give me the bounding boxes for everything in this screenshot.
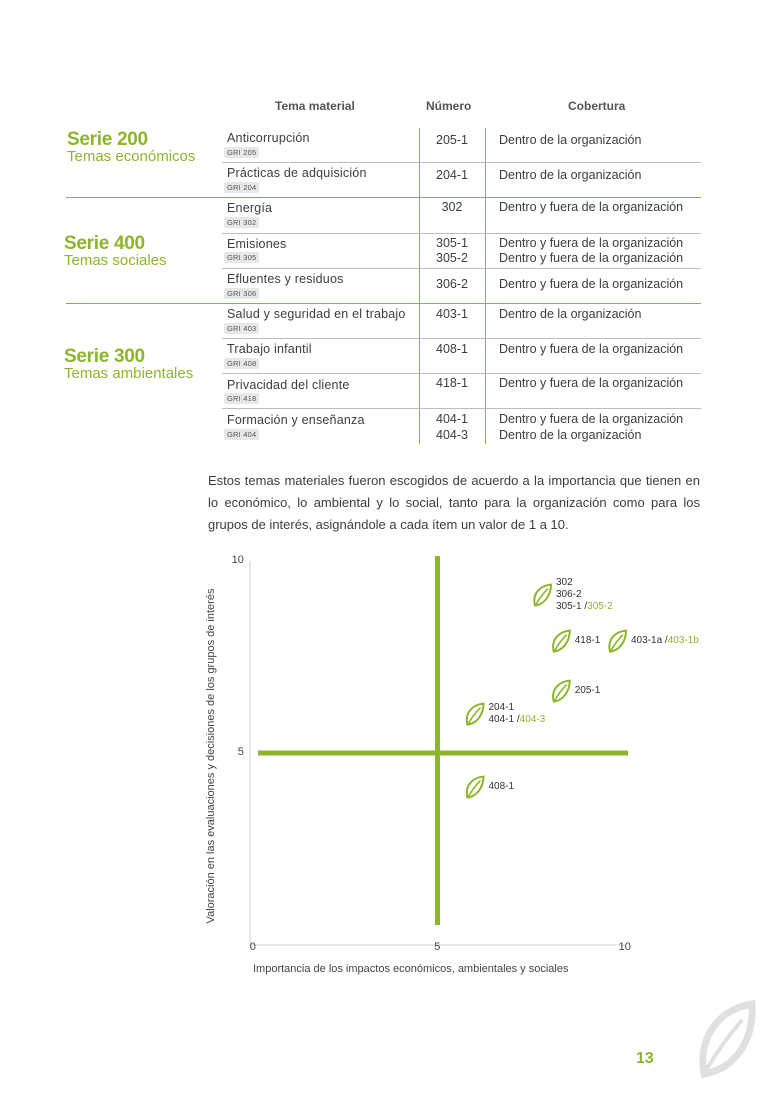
table-row-number-2: 305-2 — [436, 251, 468, 265]
leaf-icon — [553, 681, 570, 702]
header-topic: Tema material — [275, 99, 355, 113]
y-axis-label: Valoración en las evaluaciones y decisiones de los grupos de interés — [205, 588, 217, 924]
table-row-topic: Prácticas de adquisición — [227, 166, 367, 180]
gri-badge: GRI 403 — [224, 323, 259, 334]
gri-badge: GRI 305 — [224, 252, 259, 263]
table-row-topic: Formación y enseñanza — [227, 413, 365, 427]
point-label-alt: 404-3 — [519, 713, 546, 725]
x-tick-label: 10 — [618, 941, 631, 953]
table-row-coverage: Dentro y fuera de la organización — [499, 277, 684, 291]
series-400-title: Serie 400 — [64, 233, 145, 254]
table-row-topic: Salud y seguridad en el trabajo — [227, 307, 406, 321]
leaf-icon — [467, 777, 484, 798]
leaf-icon — [534, 585, 551, 606]
intro-paragraph-text: Estos temas materiales fueron escogidos de acuerdo a la importancia que tienen en lo económico, lo ambiental y lo social, tanto para la organización como para los grupos de interés, asignándole a cada ítem un valor de 1 a 10. — [208, 473, 700, 532]
table-row-coverage: Dentro de la organización — [499, 133, 642, 147]
gri-badge: GRI 404 — [224, 429, 259, 440]
point-label: 408-1 — [488, 780, 515, 792]
gri-badge: GRI 205 — [224, 147, 259, 158]
table-row-coverage-2: Dentro de la organización — [499, 428, 642, 442]
table-row-coverage: Dentro de la organización — [499, 168, 642, 182]
x-axis-label: Importancia de los impactos económicos, ambientales y sociales — [253, 963, 569, 975]
table-row-topic: Trabajo infantil — [227, 342, 312, 356]
series-300-subtitle: Temas ambientales — [64, 365, 194, 382]
table-row-topic: Anticorrupción — [227, 131, 310, 145]
header-number: Número — [426, 99, 472, 113]
series-200-title: Serie 200 — [67, 129, 148, 150]
point-label-alt: 305-2 — [587, 600, 613, 612]
point-label: 418-1 — [574, 634, 601, 646]
table-row-coverage: Dentro y fuera de la organización — [499, 376, 684, 390]
y-tick-label: 10 — [231, 554, 244, 566]
series-400-subtitle: Temas sociales — [64, 252, 167, 269]
table-row-topic: Emisiones — [227, 237, 287, 251]
series-200-subtitle: Temas económicos — [67, 148, 196, 165]
leaf-icon — [553, 631, 570, 652]
point-label: 302 — [556, 576, 573, 588]
table-row-coverage: Dentro y fuera de la organización — [499, 412, 684, 426]
gri-badge: GRI 302 — [224, 217, 259, 228]
table-row-topic: Energía — [227, 201, 273, 215]
table-row-coverage: Dentro y fuera de la organización — [499, 342, 684, 356]
table-row-number-2: 404-3 — [436, 428, 468, 442]
gri-badge: GRI 306 — [224, 288, 259, 299]
table-row-number: 302 — [441, 200, 463, 214]
table-row-topic: Privacidad del cliente — [227, 378, 350, 392]
table-row-number: 418-1 — [436, 376, 468, 390]
point-label: 205-1 — [574, 684, 601, 696]
table-row-number: 408-1 — [436, 342, 468, 356]
y-tick-label: 5 — [237, 746, 244, 758]
table-row-number: 306-2 — [436, 277, 468, 291]
gri-badge: GRI 204 — [224, 182, 259, 193]
header-coverage: Cobertura — [568, 99, 626, 113]
corner-leaf-icon — [696, 1000, 756, 1080]
point-label: 306-2 — [556, 588, 582, 600]
page-number: 13 — [636, 1050, 654, 1067]
gri-badge: GRI 418 — [224, 393, 259, 404]
x-tick-label: 5 — [434, 941, 441, 953]
point-label: 404-1 /404-3 — [488, 713, 546, 725]
table-row-number: 205-1 — [436, 133, 468, 147]
leaf-icon — [467, 704, 484, 725]
table-row-number: 305-1 — [436, 236, 468, 250]
point-label-alt: 403-1b — [667, 634, 699, 646]
table-row-coverage: Dentro y fuera de la organización — [499, 236, 684, 250]
point-label: 305-1 /305-2 — [556, 600, 613, 612]
point-label: 403-1a /403-1b — [631, 634, 699, 646]
gri-badge: GRI 408 — [224, 358, 259, 369]
table-row-number: 403-1 — [436, 307, 468, 321]
leaf-icon — [609, 631, 626, 652]
table-row-number: 204-1 — [436, 168, 468, 182]
x-tick-label: 0 — [249, 941, 256, 953]
table-row-coverage-2: Dentro y fuera de la organización — [499, 251, 684, 265]
table-row-number: 404-1 — [436, 412, 468, 426]
table-row-topic: Efluentes y residuos — [227, 272, 344, 286]
table-row-coverage: Dentro y fuera de la organización — [499, 200, 684, 214]
point-label: 204-1 — [488, 701, 515, 713]
series-300-title: Serie 300 — [64, 346, 145, 367]
table-row-coverage: Dentro de la organización — [499, 307, 642, 321]
